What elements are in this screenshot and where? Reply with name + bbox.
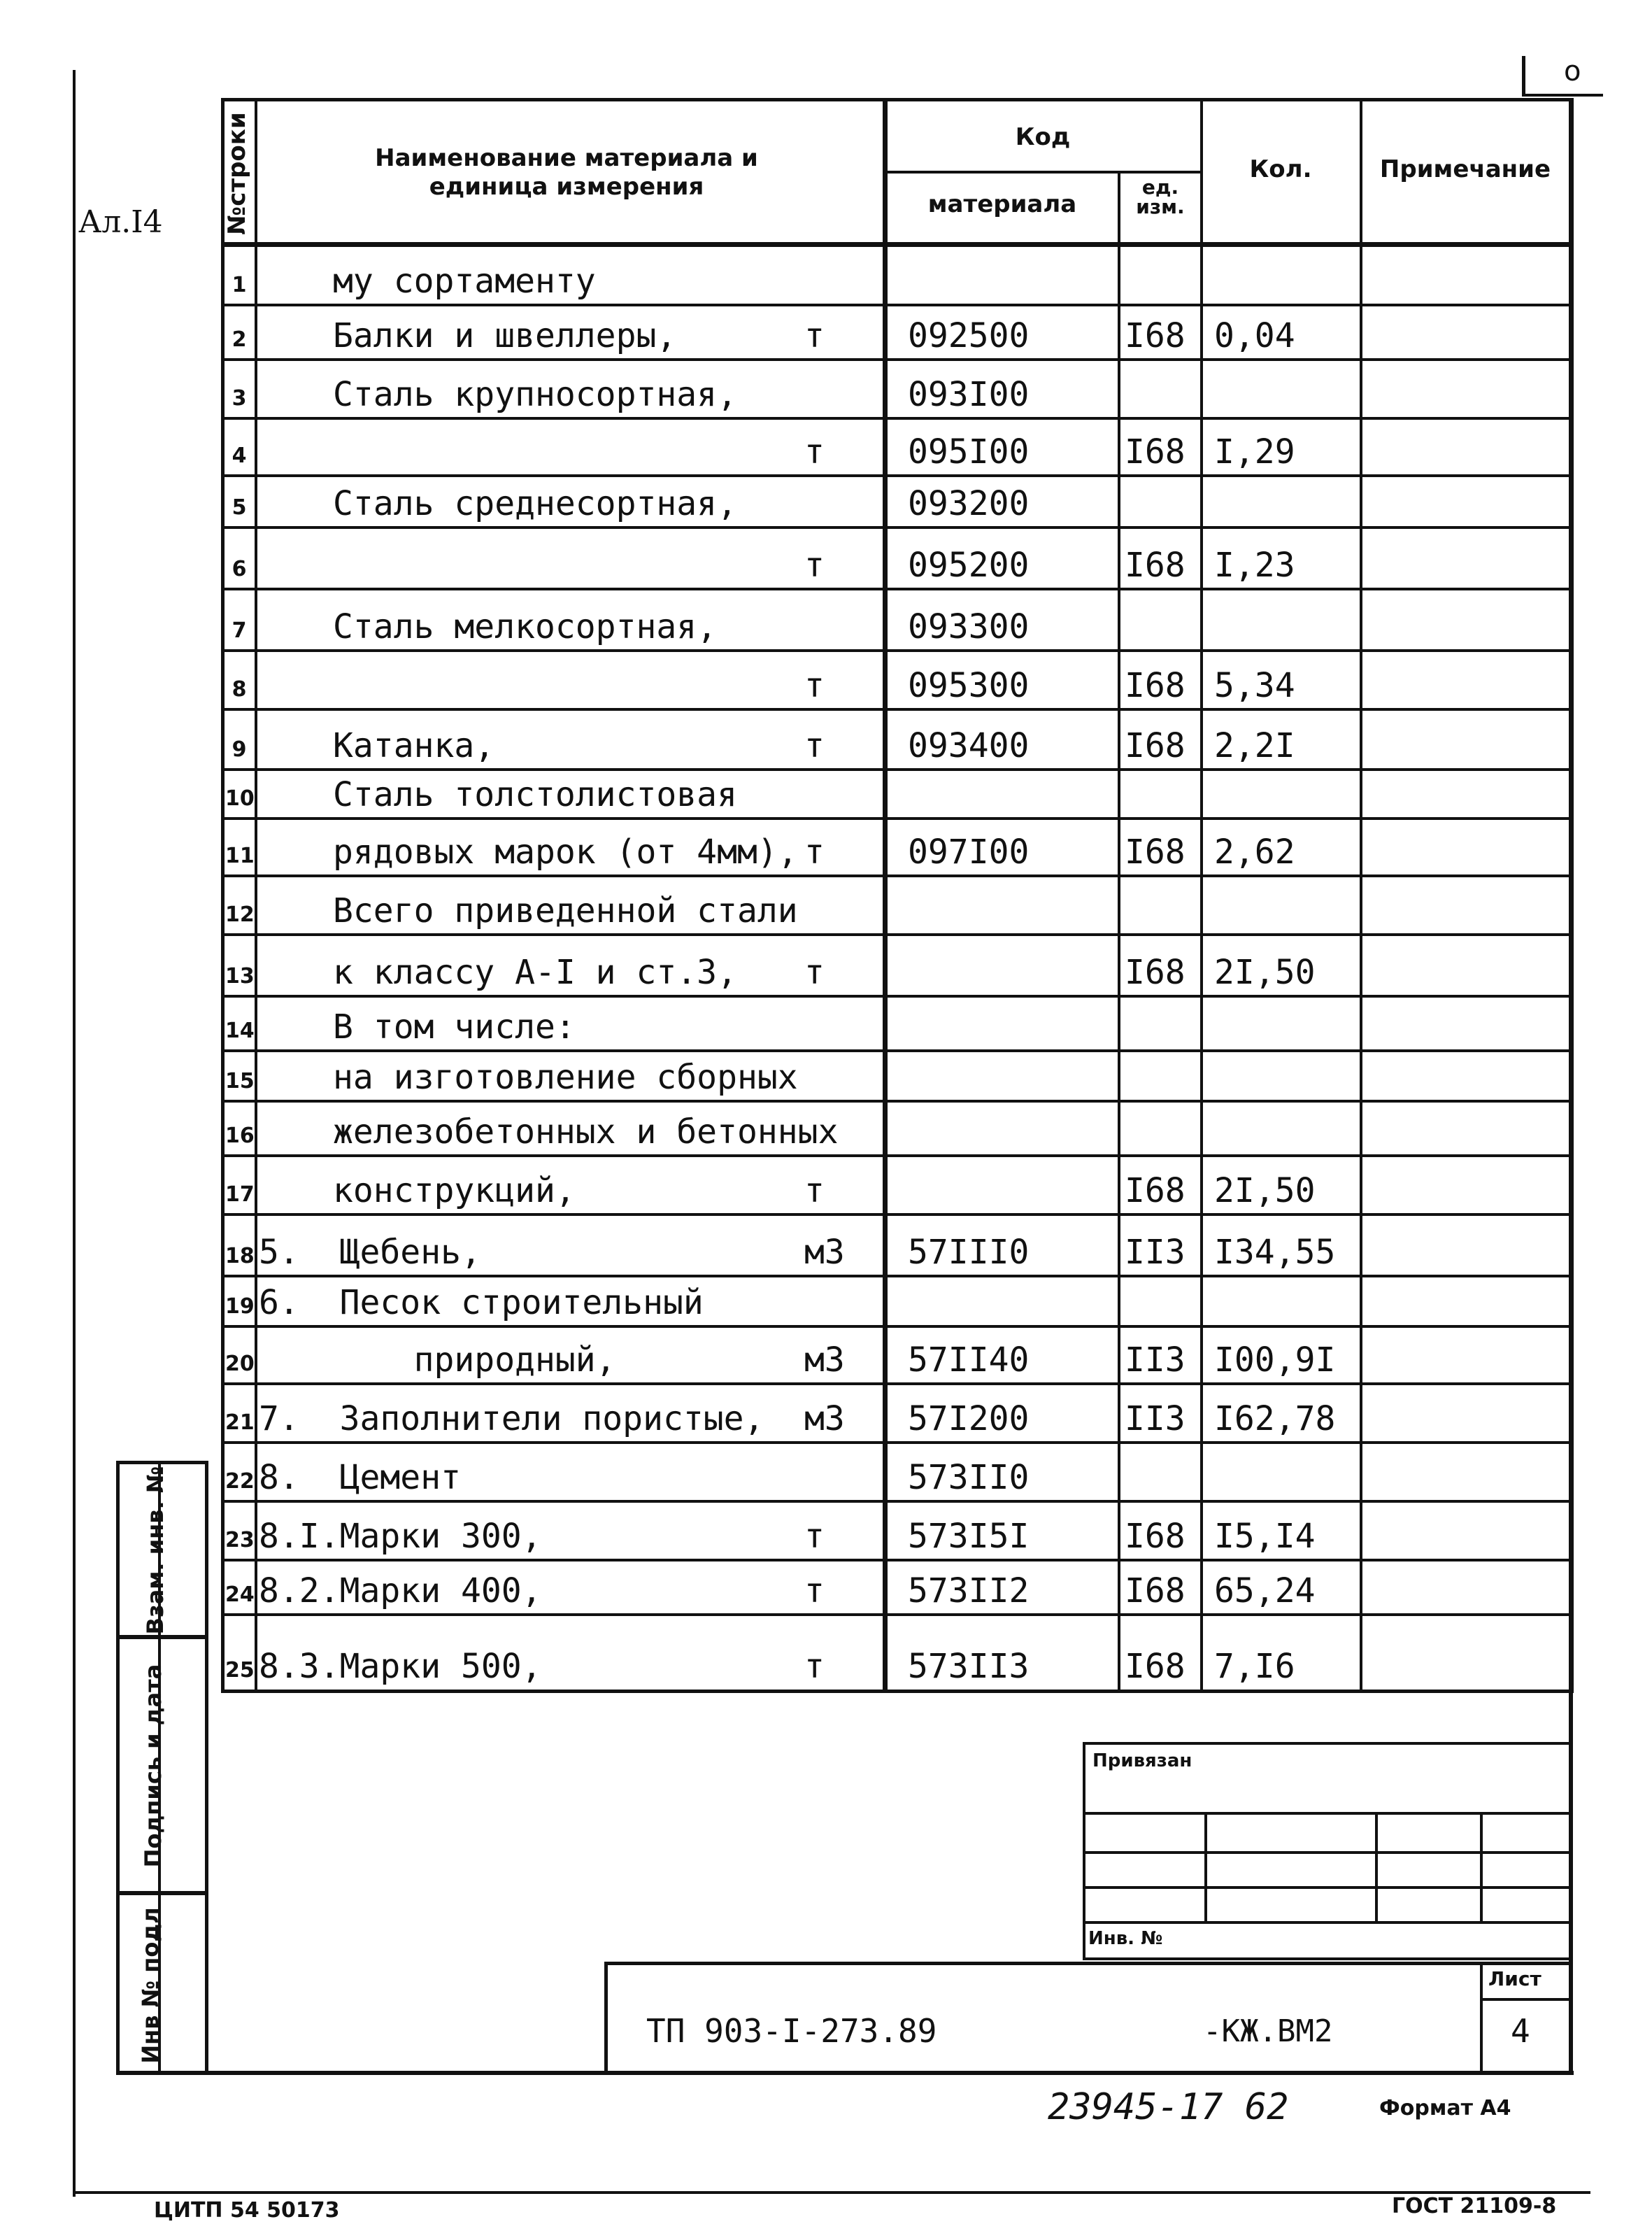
header-note: Примечание: [1379, 155, 1551, 183]
row-divider: [221, 417, 1574, 420]
row-unit-code: II3: [1125, 1340, 1185, 1380]
row-name: природный,: [333, 1340, 616, 1380]
row-quantity: 2I,50: [1214, 953, 1316, 992]
row-quantity: I5,I4: [1214, 1517, 1316, 1556]
col-line-note-right: [1569, 98, 1574, 1693]
row-number: 7: [232, 618, 247, 643]
row-name: к классу А-I и ст.3,: [333, 953, 737, 992]
stamp-vline-2: [1375, 1812, 1378, 1924]
list-label: Лист: [1488, 1967, 1541, 1990]
col-line-qty: [1360, 98, 1362, 1693]
row-divider: [221, 649, 1574, 652]
row-divider: [221, 817, 1574, 820]
row-number: 23: [225, 1528, 255, 1552]
header-row-number: №строки: [223, 112, 251, 235]
page-bottom-border: [73, 2191, 1590, 2194]
row-material-code: 57III0: [908, 1233, 1030, 1272]
row-unit-code: I68: [1125, 953, 1185, 992]
col-line-code: [1118, 172, 1120, 1693]
row-name: Сталь среднесортная,: [333, 484, 737, 523]
row-number: 13: [225, 964, 255, 989]
row-unit: т: [804, 1517, 825, 1556]
row-divider: [221, 768, 1574, 771]
header-code-material: материала: [927, 190, 1077, 218]
row-material-code: 573II2: [908, 1571, 1030, 1610]
corner-mark-text: о: [1564, 55, 1581, 87]
row-quantity: 5,34: [1214, 666, 1295, 705]
row-divider: [221, 1441, 1574, 1444]
row-material-code: 092500: [908, 316, 1030, 355]
row-number: 10: [225, 786, 255, 811]
row-divider: [221, 1559, 1574, 1561]
row-divider: [221, 1500, 1574, 1503]
row-divider: [221, 1325, 1574, 1328]
row-name: 8.2.Марки 400,: [259, 1571, 542, 1610]
row-unit: м3: [804, 1399, 845, 1438]
row-material-code: 573II3: [908, 1647, 1030, 1686]
row-name: Катанка,: [333, 726, 495, 765]
handwritten-number: 23945-17 62: [1048, 2086, 1289, 2128]
row-material-code: 093400: [908, 726, 1030, 765]
stamp-line-1: [1083, 1812, 1572, 1815]
row-number: 17: [225, 1182, 255, 1207]
row-unit-code: I68: [1125, 1647, 1185, 1686]
row-unit: т: [804, 833, 825, 872]
row-material-code: 57I200: [908, 1399, 1030, 1438]
row-material-code: 095200: [908, 546, 1030, 585]
row-number: 11: [225, 844, 255, 868]
row-unit: т: [804, 546, 825, 585]
row-name: конструкций,: [333, 1171, 576, 1210]
row-name: Сталь крупносортная,: [333, 375, 737, 414]
row-name: 8.I.Марки 300,: [259, 1517, 542, 1556]
row-material-code: 093300: [908, 607, 1030, 646]
row-divider: [221, 1275, 1574, 1277]
row-quantity: 7,I6: [1214, 1647, 1295, 1686]
stamp-line-4: [1083, 1921, 1572, 1924]
col-line-name: [883, 98, 888, 1693]
row-unit: т: [804, 316, 825, 355]
row-unit: т: [804, 726, 825, 765]
row-unit: т: [804, 666, 825, 705]
header-code-unit: ед. изм.: [1136, 176, 1185, 218]
row-name: Балки и швеллеры,: [333, 316, 677, 355]
row-name: Сталь мелкосортная,: [333, 607, 718, 646]
stamp-vline-1: [1204, 1812, 1207, 1924]
row-number: 12: [225, 902, 255, 927]
stamp-vline-3: [1480, 1812, 1483, 1924]
row-quantity: I34,55: [1214, 1233, 1336, 1272]
row-quantity: I,29: [1214, 432, 1295, 472]
row-number: 8: [232, 677, 247, 702]
footer-right: ГОСТ 21109-8: [1392, 2194, 1557, 2218]
lower-frame-left: [206, 1693, 208, 2075]
row-unit-code: I68: [1125, 666, 1185, 705]
row-unit-code: I68: [1125, 432, 1185, 472]
row-unit: м3: [804, 1340, 845, 1380]
row-divider: [221, 933, 1574, 936]
row-unit-code: II3: [1125, 1399, 1185, 1438]
row-divider: [221, 588, 1574, 590]
row-material-code: 097I00: [908, 833, 1030, 872]
corner-mark: [1522, 56, 1525, 97]
row-number: 5: [232, 495, 247, 520]
side-label-vzam: Взам. инв. №: [142, 1466, 169, 1635]
row-material-code: 093200: [908, 484, 1030, 523]
row-unit-code: I68: [1125, 1517, 1185, 1556]
doc-suffix: -КЖ.ВМ2: [1203, 2013, 1333, 2049]
row-number: 19: [225, 1294, 255, 1319]
row-name: 5. Щебень,: [259, 1233, 481, 1272]
row-number: 20: [225, 1352, 255, 1376]
row-unit-code: II3: [1125, 1233, 1185, 1272]
row-name: Всего приведенной стали: [333, 891, 798, 930]
row-divider: [221, 358, 1574, 361]
row-material-code: 095I00: [908, 432, 1030, 472]
row-unit-code: I68: [1125, 1571, 1185, 1610]
header-code: Код: [1015, 123, 1071, 151]
row-number: 22: [225, 1469, 255, 1494]
row-divider: [221, 874, 1574, 877]
row-divider: [221, 1613, 1574, 1616]
header-qty: Кол.: [1249, 155, 1312, 183]
row-number: 16: [225, 1124, 255, 1148]
row-unit: м3: [804, 1233, 845, 1272]
row-divider: [221, 708, 1574, 711]
doc-code: ТП 903-I-273.89: [646, 2012, 937, 2050]
stamp-line-2: [1083, 1851, 1572, 1854]
row-quantity: I00,9I: [1214, 1340, 1336, 1380]
row-name: В том числе:: [333, 1007, 576, 1047]
row-material-code: 573I5I: [908, 1517, 1030, 1556]
row-quantity: I62,78: [1214, 1399, 1336, 1438]
row-unit: т: [804, 1571, 825, 1610]
page-left-border: [73, 70, 76, 2197]
row-divider: [221, 1382, 1574, 1385]
row-quantity: 65,24: [1214, 1571, 1316, 1610]
col-line-unit: [1200, 98, 1203, 1693]
row-divider: [221, 1100, 1574, 1103]
corner-line: [1525, 94, 1603, 97]
row-name: 8. Цемент: [259, 1458, 461, 1497]
row-unit: т: [804, 432, 825, 472]
row-number: 24: [225, 1582, 255, 1607]
stamp-privyazan-label: Привязан: [1092, 1750, 1192, 1771]
row-number: 21: [225, 1410, 255, 1435]
row-divider: [221, 1213, 1574, 1216]
row-number: 4: [232, 444, 247, 468]
side-label-inv: Инв № подл: [137, 1907, 164, 2064]
row-divider: [221, 995, 1574, 998]
col-line-rownum: [255, 98, 257, 1693]
title-list-divider: [1480, 1998, 1571, 2001]
row-quantity: 2,2I: [1214, 726, 1295, 765]
row-divider: [221, 304, 1574, 306]
row-name: 7. Заполнители пористые,: [259, 1399, 764, 1438]
row-unit: т: [804, 1647, 825, 1686]
row-unit: т: [804, 1171, 825, 1210]
header-name: Наименование материала и единица измерения: [375, 144, 758, 201]
title-block-divider: [1480, 1962, 1483, 2074]
row-name: рядовых марок (от 4мм),: [333, 833, 798, 872]
row-name: Сталь толстолистовая: [333, 775, 737, 814]
row-name: на изготовление сборных: [333, 1058, 798, 1097]
code-header-divider: [883, 171, 1202, 173]
row-number: 15: [225, 1069, 255, 1093]
row-unit: т: [804, 953, 825, 992]
row-quantity: 0,04: [1214, 316, 1295, 355]
row-name: железобетонных и бетонных: [333, 1112, 839, 1152]
row-divider: [221, 1049, 1574, 1052]
row-quantity: 2,62: [1214, 833, 1295, 872]
row-unit-code: I68: [1125, 316, 1185, 355]
row-divider: [221, 1154, 1574, 1157]
stamp-inv-no: Инв. №: [1088, 1928, 1163, 1949]
row-unit-code: I68: [1125, 546, 1185, 585]
row-number: 6: [232, 557, 247, 581]
row-number: 1: [232, 273, 247, 297]
row-name: 6. Песок строительный: [259, 1283, 704, 1322]
row-material-code: 093I00: [908, 375, 1030, 414]
footer-left: ЦИТП 54 50173: [154, 2198, 340, 2223]
row-unit-code: I68: [1125, 726, 1185, 765]
row-name: му сортаменту: [333, 262, 596, 301]
row-unit-code: I68: [1125, 833, 1185, 872]
row-number: 3: [232, 386, 247, 411]
sheet-ref: Ал.I4: [78, 204, 163, 240]
row-number: 14: [225, 1019, 255, 1043]
row-unit-code: I68: [1125, 1171, 1185, 1210]
row-name: 8.3.Марки 500,: [259, 1647, 542, 1686]
header-divider: [221, 242, 1574, 247]
row-number: 18: [225, 1244, 255, 1268]
row-quantity: 2I,50: [1214, 1171, 1316, 1210]
sheet-number: 4: [1511, 2012, 1530, 2050]
row-number: 2: [232, 327, 247, 352]
stamp-line-3: [1083, 1886, 1572, 1889]
row-divider: [221, 526, 1574, 529]
row-number: 25: [225, 1658, 255, 1683]
row-number: 9: [232, 737, 247, 762]
row-material-code: 573II0: [908, 1458, 1030, 1497]
side-label-podpis: Подпись и дата: [140, 1664, 166, 1868]
row-quantity: I,23: [1214, 546, 1295, 585]
format-label: Формат А4: [1379, 2096, 1511, 2120]
row-material-code: 095300: [908, 666, 1030, 705]
row-divider: [221, 474, 1574, 477]
row-material-code: 57II40: [908, 1340, 1030, 1380]
